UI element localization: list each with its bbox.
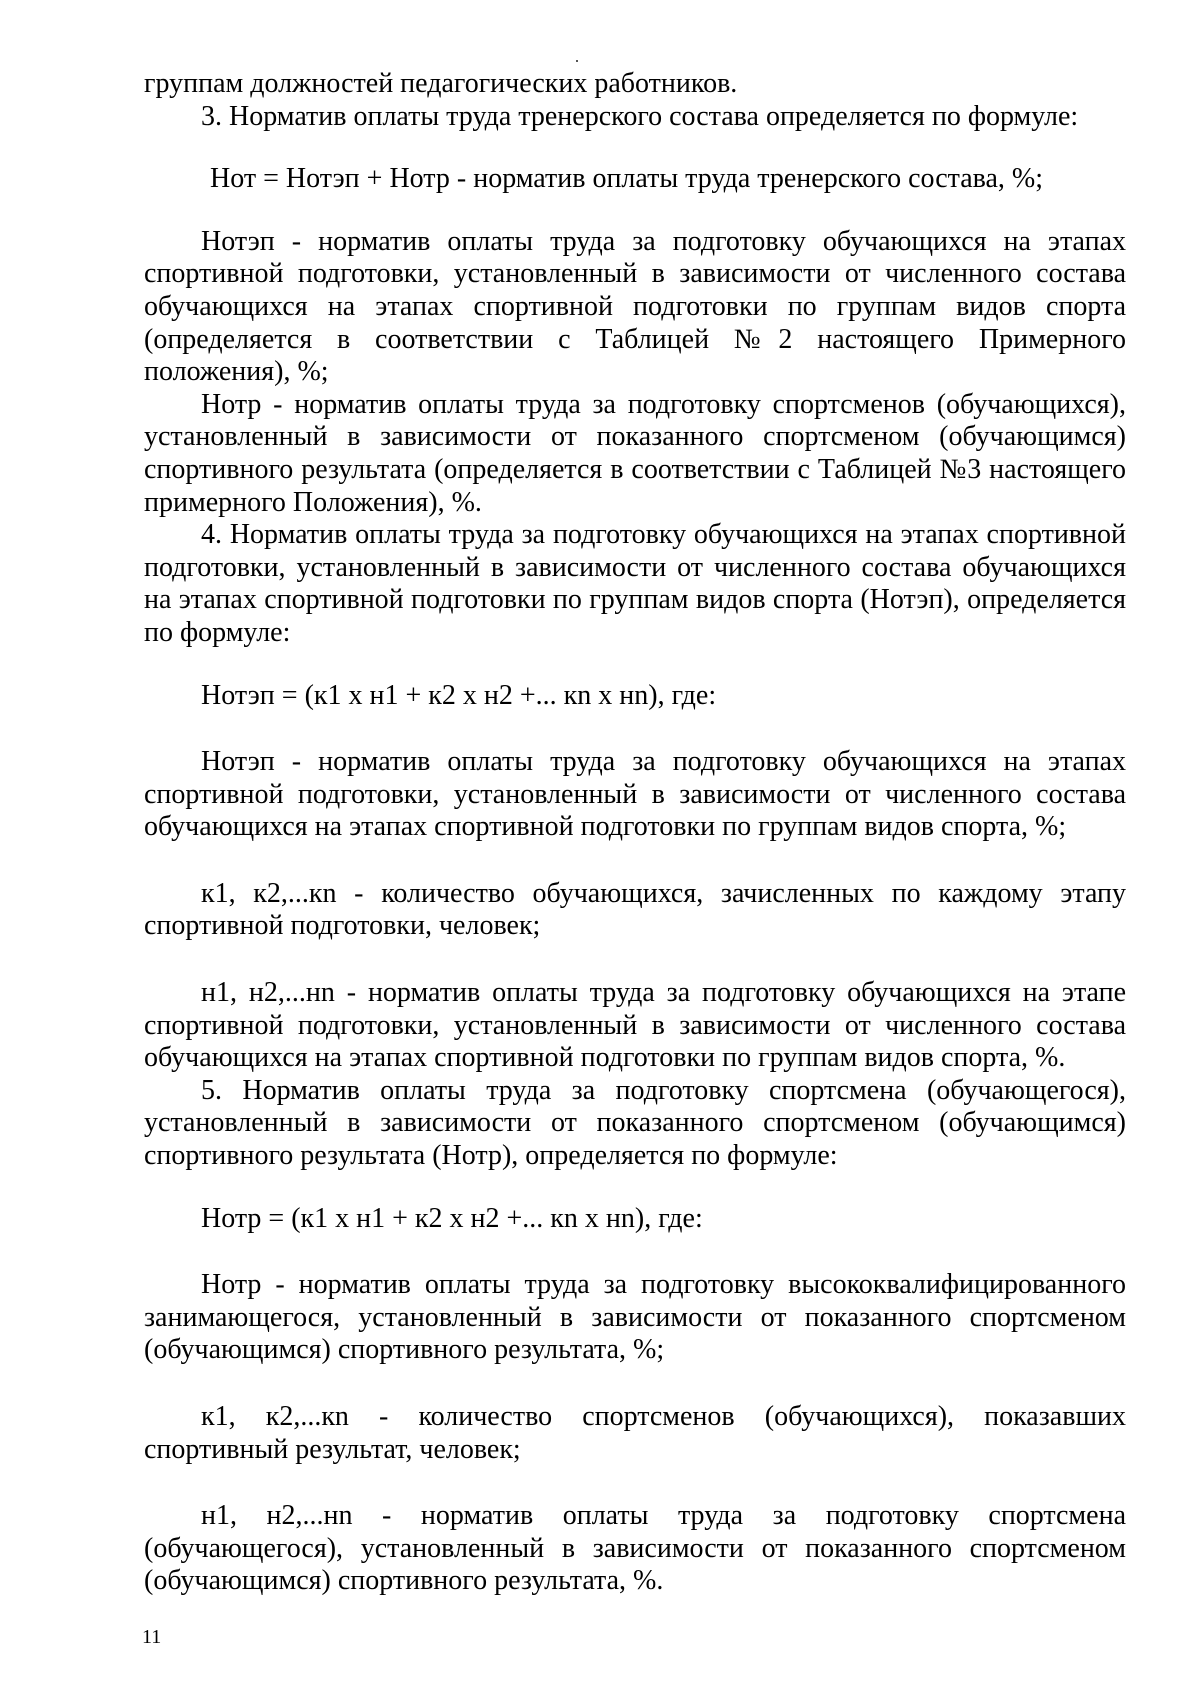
spacer	[144, 196, 1126, 226]
spacer	[144, 650, 1126, 680]
definition-hotr: Нотр - норматив оплаты труда за подготовку спортсменов (обучающихся), установленный в зависимости от показанного спортсменом (обучающимся) спортивного результата (определяется в соответствии с Таблицей №3 настоящего примерного Положения), %.	[144, 388, 1126, 518]
spacer	[144, 712, 1126, 746]
document-page	[144, 68, 1126, 1598]
spacer	[144, 844, 1126, 878]
item-3-paragraph: 3. Норматив оплаты труда тренерского состава определяется по формуле:	[201, 100, 1079, 132]
intro-tail-line: группам должностей педагогических работников.	[144, 68, 738, 99]
spacer	[144, 1173, 1126, 1203]
formula-hotr: Нотр = (к1 х н1 + к2 х н2 +... кn х нn), где:	[201, 1202, 703, 1234]
formula-hot: Нот = Нотэп + Нотр - норматив оплаты труда тренерского состава, %;	[210, 163, 1044, 195]
definition-k-item4: к1, к2,...кn - количество обучающихся, зачисленных по каждому этапу спортивной подготовки, человек;	[144, 877, 1126, 942]
definition-hotr-2: Нотр - норматив оплаты труда за подготовку высококвалифицированного занимающегося, установленный в зависимости от показанного спортсменом (обучающимся) спортивного результата, %;	[144, 1269, 1126, 1366]
spacer	[144, 943, 1126, 977]
scan-dot-mark	[576, 60, 578, 62]
item-4-paragraph: 4. Норматив оплаты труда за подготовку обучающихся на этапах спортивной подготовки, установленный в зависимости от численного состава обучающихся на этапах спортивной подготовки по группам видов спорта (Нотэп), определяется по формуле:	[144, 519, 1126, 648]
definition-n-item5: н1, н2,...нn - норматив оплаты труда за подготовку спортсмена (обучающегося), установленный в зависимости от показанного спортсменом (обучающимся) спортивного результата, %.	[144, 1500, 1126, 1597]
spacer	[144, 133, 1126, 163]
item-5-paragraph: 5. Норматив оплаты труда за подготовку спортсмена (обучающегося), установленный в зависимости от показанного спортсменом (обучающимся) спортивного результата (Нотр), определяется по формуле:	[144, 1074, 1126, 1172]
spacer	[144, 1466, 1126, 1500]
page-number: 11	[142, 1626, 162, 1648]
spacer	[144, 1367, 1126, 1401]
definition-k-item5: к1, к2,...кn - количество спортсменов (обучающихся), показавших спортивный результат, человек;	[144, 1401, 1126, 1465]
definition-hotep: Нотэп - норматив оплаты труда за подготовку обучающихся на этапах спортивной подготовки, установленный в зависимости от численного состава обучающихся на этапах спортивной подготовки по группам видов спорта (определяется в соответствии с Таблицей №2 настоящего Примерного положения), %;	[144, 225, 1126, 388]
spacer	[144, 1235, 1126, 1269]
definition-hotep-2: Нотэп - норматив оплаты труда за подготовку обучающихся на этапах спортивной подготовки, установленный в зависимости от численного состава обучающихся на этапах спортивной подготовки по группам видов спорта, %;	[144, 746, 1126, 843]
definition-n-item4: н1, н2,...нn - норматив оплаты труда за подготовку обучающихся на этапе спортивной подготовки, установленный в зависимости от численного состава обучающихся на этапах спортивной подготовки по группам видов спорта, %.	[144, 977, 1126, 1074]
formula-hotep: Нотэп = (к1 х н1 + к2 х н2 +... кn х нn), где:	[201, 679, 717, 711]
